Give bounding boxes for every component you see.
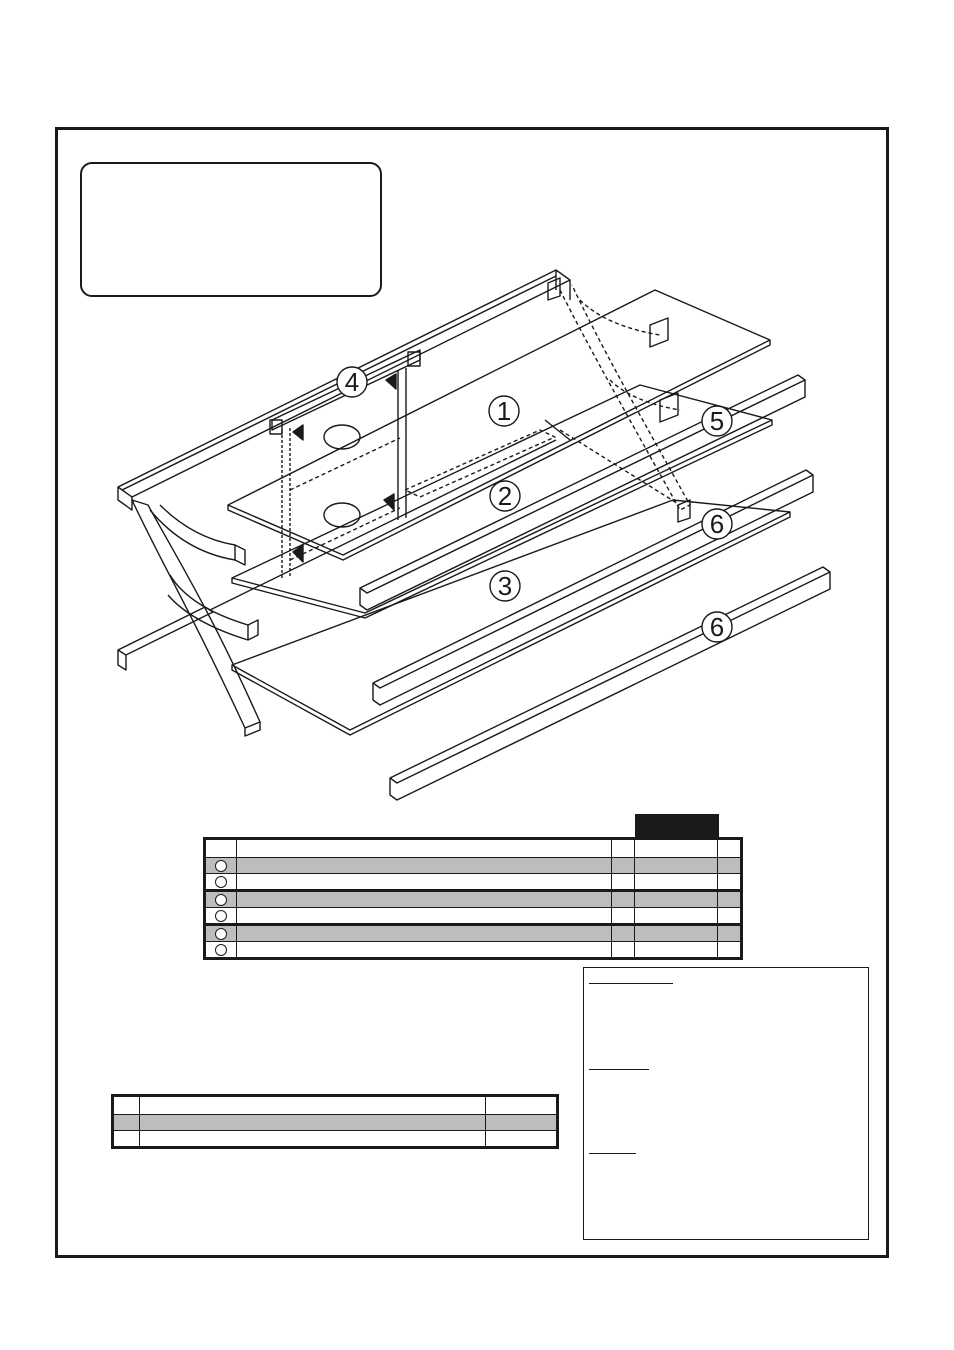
part-number-circle: [215, 910, 227, 922]
table-row: [205, 942, 742, 959]
right-leg: [560, 285, 690, 510]
callout-2: 2: [497, 481, 513, 511]
table-row: [205, 891, 742, 908]
callout-6b: 6: [709, 612, 725, 642]
part-number-circle: [215, 876, 227, 888]
part-number-circle: [215, 894, 227, 906]
section-heading-rule: [589, 983, 673, 984]
table-row: [205, 858, 742, 874]
left-leg: [132, 500, 260, 736]
parts-table-header: [205, 839, 742, 858]
right-leg-brackets: [548, 278, 690, 522]
section-heading-rule: [589, 1153, 636, 1154]
part-number-circle: [215, 860, 227, 872]
table-row: [205, 925, 742, 942]
callout-3: 3: [497, 571, 513, 601]
table-row: [113, 1131, 558, 1148]
quantity-column-header: [635, 814, 719, 837]
hardware-table: [111, 1094, 559, 1149]
callout-5: 5: [709, 406, 725, 436]
rail-5: [360, 375, 805, 610]
part-number-circle: [215, 944, 227, 956]
hardware-table-header: [113, 1096, 558, 1115]
callout-4: 4: [344, 367, 360, 397]
bottom-frame: [118, 440, 556, 670]
info-box: [583, 967, 869, 1240]
part-number-circle: [215, 928, 227, 940]
table-row: [113, 1115, 558, 1131]
callout-6a: 6: [709, 509, 725, 539]
table-row: [205, 874, 742, 891]
table-row: [205, 908, 742, 925]
parts-table: [203, 837, 743, 960]
callout-1: 1: [496, 396, 512, 426]
section-heading-rule: [589, 1069, 649, 1070]
